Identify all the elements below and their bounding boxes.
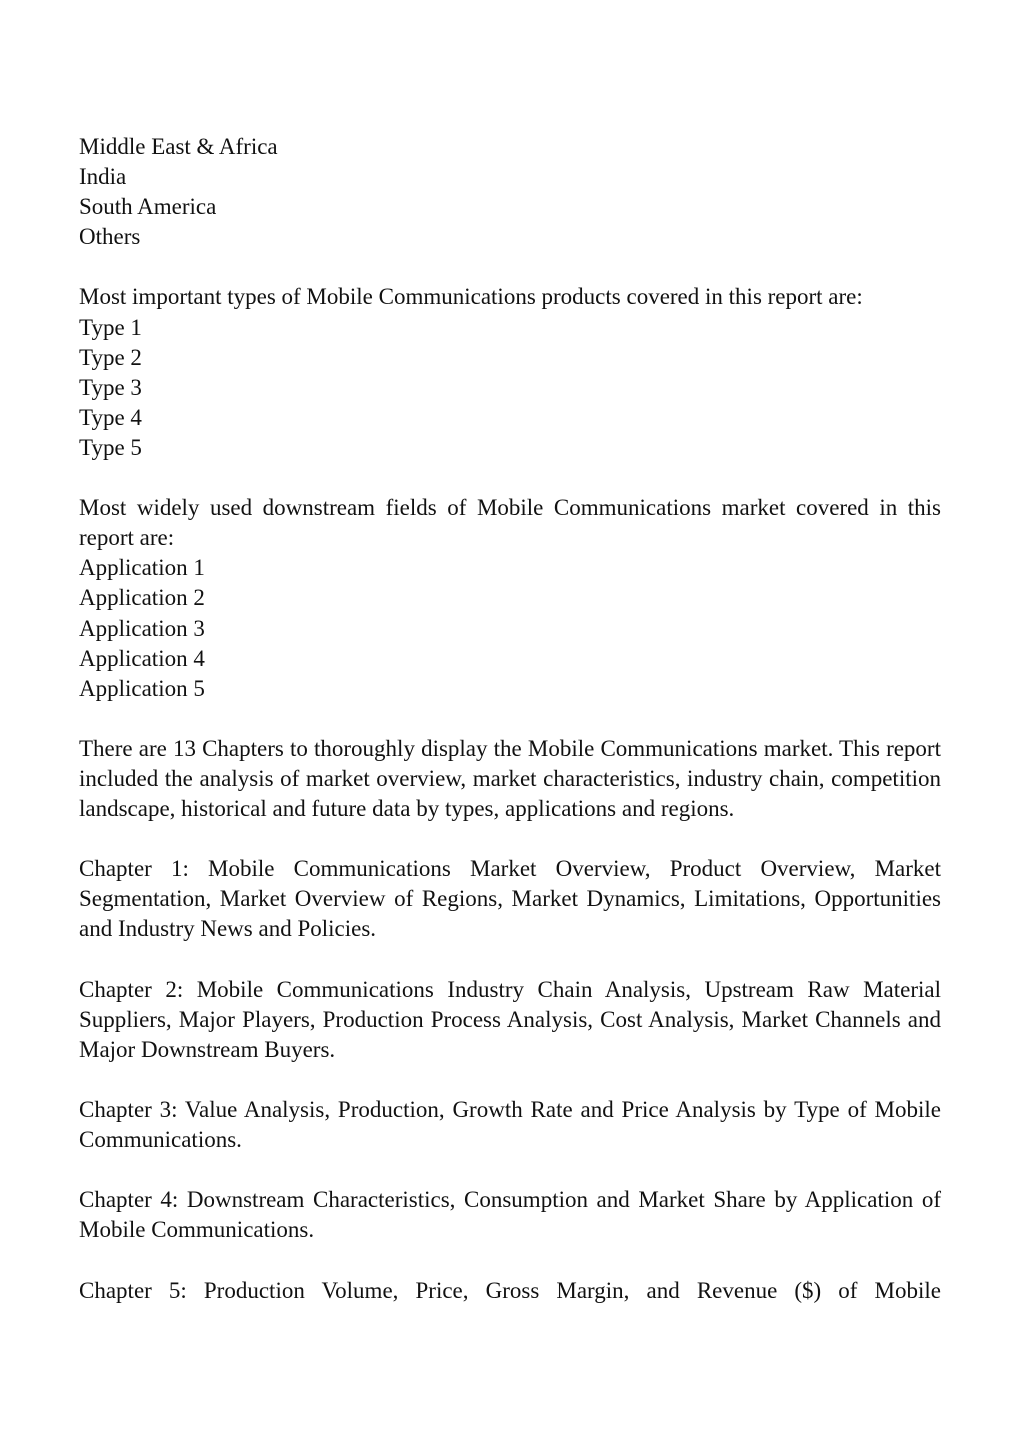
- list-item: Application 1: [79, 555, 205, 581]
- list-item: Application 3: [79, 615, 205, 641]
- chapter-4-paragraph: Chapter 4: Downstream Characteristics, Consumption and Market Share by Application of Mobile Communications.: [79, 1187, 941, 1243]
- paragraph-gap: [79, 1155, 941, 1185]
- chapter-1-paragraph: Chapter 1: Mobile Communications Market Overview, Product Overview, Market Segmentation, Market Overview of Regions, Market Dynamics, Limitations, Opportunities and Industry News and Policies.: [79, 856, 941, 942]
- applications-section: [79, 493, 941, 704]
- document-page: [79, 132, 941, 1306]
- chapters-intro-paragraph: There are 13 Chapters to thoroughly display the Mobile Communications market. This report included the analysis of market overview, market characteristics, industry chain, competition landscape, historical and future data by types, applications and regions.: [79, 735, 941, 822]
- paragraph-gap: [79, 1065, 941, 1095]
- paragraph-gap: [79, 824, 941, 854]
- paragraph-gap: [79, 704, 941, 734]
- list-item: Type 2: [79, 344, 142, 370]
- paragraph-gap: [79, 945, 941, 975]
- list-item: India: [79, 164, 127, 190]
- paragraph-gap: [79, 252, 941, 282]
- list-item: Type 5: [79, 434, 142, 460]
- list-item: Type 1: [79, 314, 142, 340]
- list-item: Application 4: [79, 645, 205, 671]
- paragraph-gap: [79, 463, 941, 493]
- regions-list: [79, 132, 941, 252]
- types-section: [79, 282, 941, 463]
- list-item: Type 3: [79, 374, 142, 400]
- list-item: South America: [79, 194, 217, 220]
- list-item: Others: [79, 224, 141, 250]
- list-item: Middle East & Africa: [79, 134, 278, 159]
- chapter-3-paragraph: Chapter 3: Value Analysis, Production, Growth Rate and Price Analysis by Type of Mobile Communications.: [79, 1097, 941, 1153]
- paragraph-gap: [79, 1245, 941, 1275]
- chapter-2-paragraph: Chapter 2: Mobile Communications Industry Chain Analysis, Upstream Raw Material Suppliers, Major Players, Production Process Analysis, Cost Analysis, Market Channels and Major Downstream Buyers.: [79, 976, 941, 1062]
- chapter-5-paragraph: Chapter 5: Production Volume, Price, Gross Margin, and Revenue ($) of Mobile: [79, 1277, 941, 1303]
- types-intro: Most important types of Mobile Communications products covered in this report are:: [79, 284, 863, 310]
- applications-intro: Most widely used downstream fields of Mobile Communications market covered in this report are:: [79, 495, 941, 551]
- list-item: Application 5: [79, 675, 205, 701]
- list-item: Type 4: [79, 404, 142, 430]
- list-item: Application 2: [79, 585, 205, 611]
